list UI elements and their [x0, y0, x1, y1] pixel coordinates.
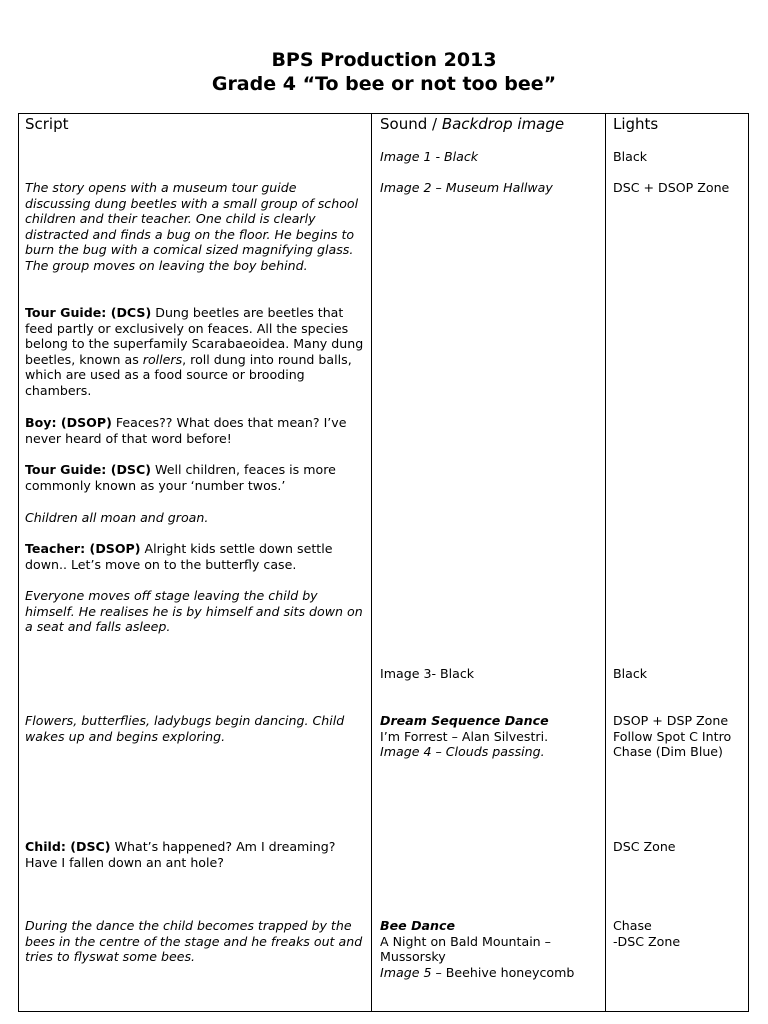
header-script: Script [25, 115, 69, 133]
document-subtitle: Grade 4 “To bee or not too bee” [211, 73, 557, 95]
dialogue-line: Teacher: (DSOP) Alright kids settle down settle down.. Let’s move on to the butterfly case. [25, 541, 333, 572]
row-lights: DSC Zone [613, 839, 676, 854]
row-lights: DSC + DSOP Zone [613, 180, 730, 195]
column-divider [371, 113, 372, 1012]
row-lights: DSOP + DSP Zone Follow Spot C Intro Chase (Dim Blue) [613, 713, 732, 760]
stage-direction: Children all moan and groan. [25, 510, 209, 525]
row-sound: Image 1 - Black [380, 149, 479, 164]
row-sound: Bee Dance A Night on Bald Mountain – Mussorsky Image 5 – Beehive honeycomb [380, 918, 575, 980]
header-lights: Lights [613, 115, 659, 133]
column-divider [605, 113, 606, 1012]
stage-direction: Flowers, butterflies, ladybugs begin dancing. Child wakes up and begins exploring. [25, 713, 345, 744]
stage-direction: The story opens with a museum tour guide discussing dung beetles with a small group of school children and their teacher. One child is clearly distracted and finds a bug on the floor. He begins to burn the bug with a comical sized magnifying glass. The group moves on leaving the boy behind. [25, 180, 359, 273]
row-sound: Image 3- Black [380, 666, 475, 681]
stage-direction: During the dance the child becomes trapped by the bees in the centre of the stage and he freaks out and tries to flyswat some bees. [25, 918, 363, 965]
row-sound: Dream Sequence Dance I’m Forrest – Alan Silvestri. Image 4 – Clouds passing. [380, 713, 549, 760]
stage-direction: Everyone moves off stage leaving the child by himself. He realises he is by himself and sits down on a seat and falls asleep. [25, 588, 363, 635]
row-lights: Black [613, 666, 648, 681]
header-sound: Sound / Backdrop image [380, 115, 565, 133]
row-lights: Chase -DSC Zone [613, 918, 681, 949]
dialogue-line: Child: (DSC) What’s happened? Am I dreaming? Have I fallen down an ant hole? [25, 839, 336, 870]
dialogue-line: Boy: (DSOP) Feaces?? What does that mean? I’ve never heard of that word before! [25, 415, 347, 446]
document-title: BPS Production 2013 [271, 49, 497, 71]
row-lights: Black [613, 149, 648, 164]
dialogue-line: Tour Guide: (DSC) Well children, feaces is more commonly known as your ‘number twos.’ [25, 462, 336, 493]
dialogue-line: Tour Guide: (DCS) Dung beetles are beetles that feed partly or exclusively on feaces. All the species belong to the superfamily Scarabaeoidea. Many dung beetles, known as rollers, roll dung into round balls, which are used as a food source or brooding chambers. [25, 305, 364, 398]
row-sound: Image 2 – Museum Hallway [380, 180, 553, 195]
